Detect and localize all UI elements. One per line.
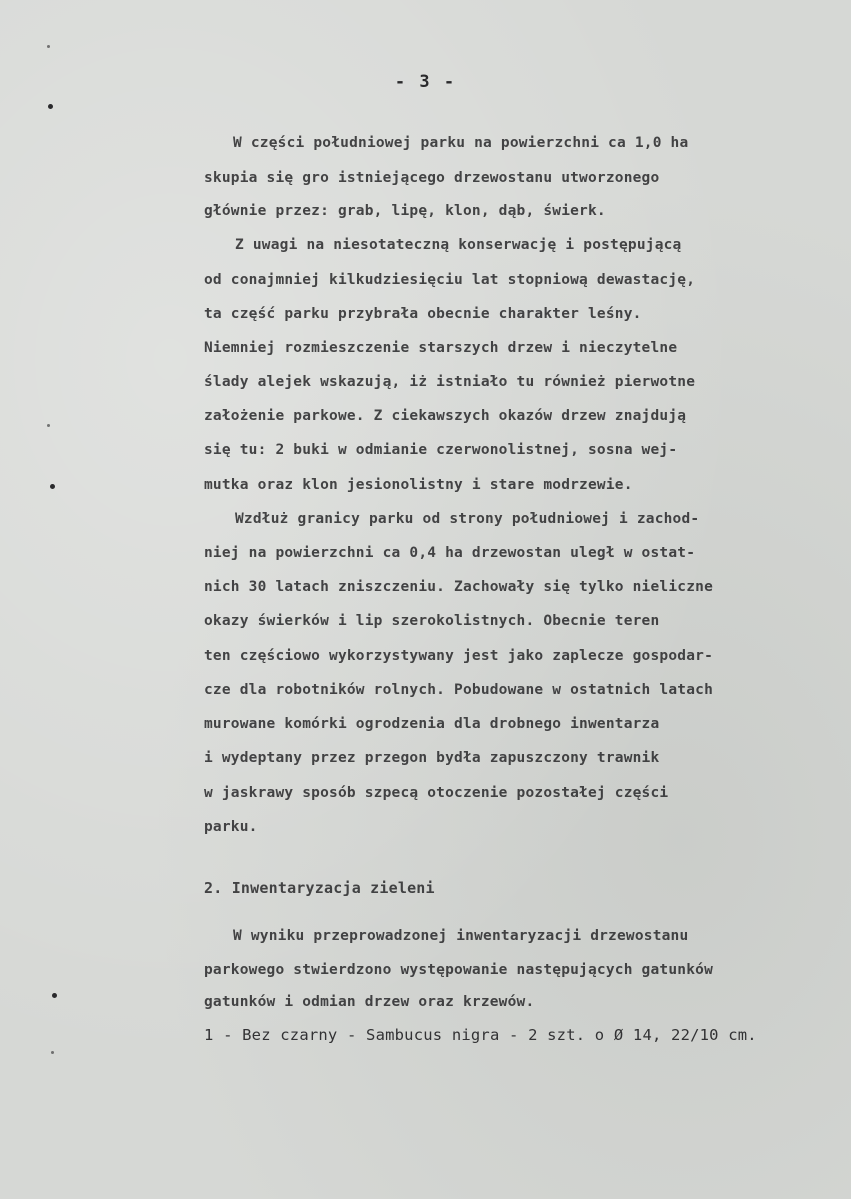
binder-hole-mark — [52, 993, 57, 998]
paragraph-line: i wydeptany przez przegon bydła zapuszczony trawnik — [204, 750, 660, 766]
paragraph-line: założenie parkowe. Z ciekawszych okazów drzew znajdują — [204, 408, 687, 424]
paragraph-line: niej na powierzchni ca 0,4 ha drzewostan uległ w ostat- — [204, 545, 696, 561]
paragraph-line: ślady alejek wskazują, iż istniało tu również pierwotne — [204, 374, 696, 390]
paragraph-line: Z uwagi na niesotateczną konserwację i postępującą — [235, 237, 682, 253]
binder-hole-mark — [50, 484, 55, 489]
paragraph-line: cze dla robotników rolnych. Pobudowane w ostatnich latach — [204, 682, 713, 698]
paragraph-line: murowane komórki ogrodzenia dla drobnego inwentarza — [204, 716, 660, 732]
paragraph-line: głównie przez: grab, lipę, klon, dąb, świerk. — [204, 203, 606, 219]
paragraph-line: ten częściowo wykorzystywany jest jako zaplecze gospodar- — [204, 648, 713, 664]
paragraph-line: Wzdłuż granicy parku od strony południowej i zachod- — [235, 511, 700, 527]
section-heading: 2. Inwentaryzacja zieleni — [204, 879, 435, 897]
paragraph-line: Niemniej rozmieszczenie starszych drzew i nieczytelne — [204, 340, 678, 356]
list-item: 1 - Bez czarny - Sambucus nigra - 2 szt. o Ø 14, 22/10 cm. — [204, 1026, 757, 1044]
paragraph-line: parku. — [204, 819, 258, 835]
binder-hole-mark — [48, 104, 53, 109]
paragraph-line: od conajmniej kilkudziesięciu lat stopniową dewastację, — [204, 272, 696, 288]
paragraph-line: W części południowej parku na powierzchni ca 1,0 ha — [233, 135, 689, 151]
paragraph-line: parkowego stwierdzono występowanie następujących gatunków — [204, 962, 713, 978]
paragraph-line: skupia się gro istniejącego drzewostanu utworzonego — [204, 170, 660, 186]
paragraph-line: nich 30 latach zniszczeniu. Zachowały się tylko nieliczne — [204, 579, 713, 595]
margin-mark — [51, 1051, 54, 1054]
paragraph-line: gatunków i odmian drzew oraz krzewów. — [204, 994, 535, 1010]
paragraph-line: okazy świerków i lip szerokolistnych. Obecnie teren — [204, 613, 660, 629]
paragraph-line: w jaskrawy sposób szpecą otoczenie pozostałej części — [204, 785, 669, 801]
margin-mark — [47, 424, 50, 427]
page-number: - 3 - — [394, 72, 457, 92]
paragraph-line: ta część parku przybrała obecnie charakter leśny. — [204, 306, 642, 322]
paragraph-line: W wyniku przeprowadzonej inwentaryzacji drzewostanu — [233, 928, 689, 944]
paragraph-line: mutka oraz klon jesionolistny i stare modrzewie. — [204, 477, 633, 493]
margin-mark — [47, 45, 50, 48]
paragraph-line: się tu: 2 buki w odmianie czerwonolistnej, sosna wej- — [204, 442, 678, 458]
